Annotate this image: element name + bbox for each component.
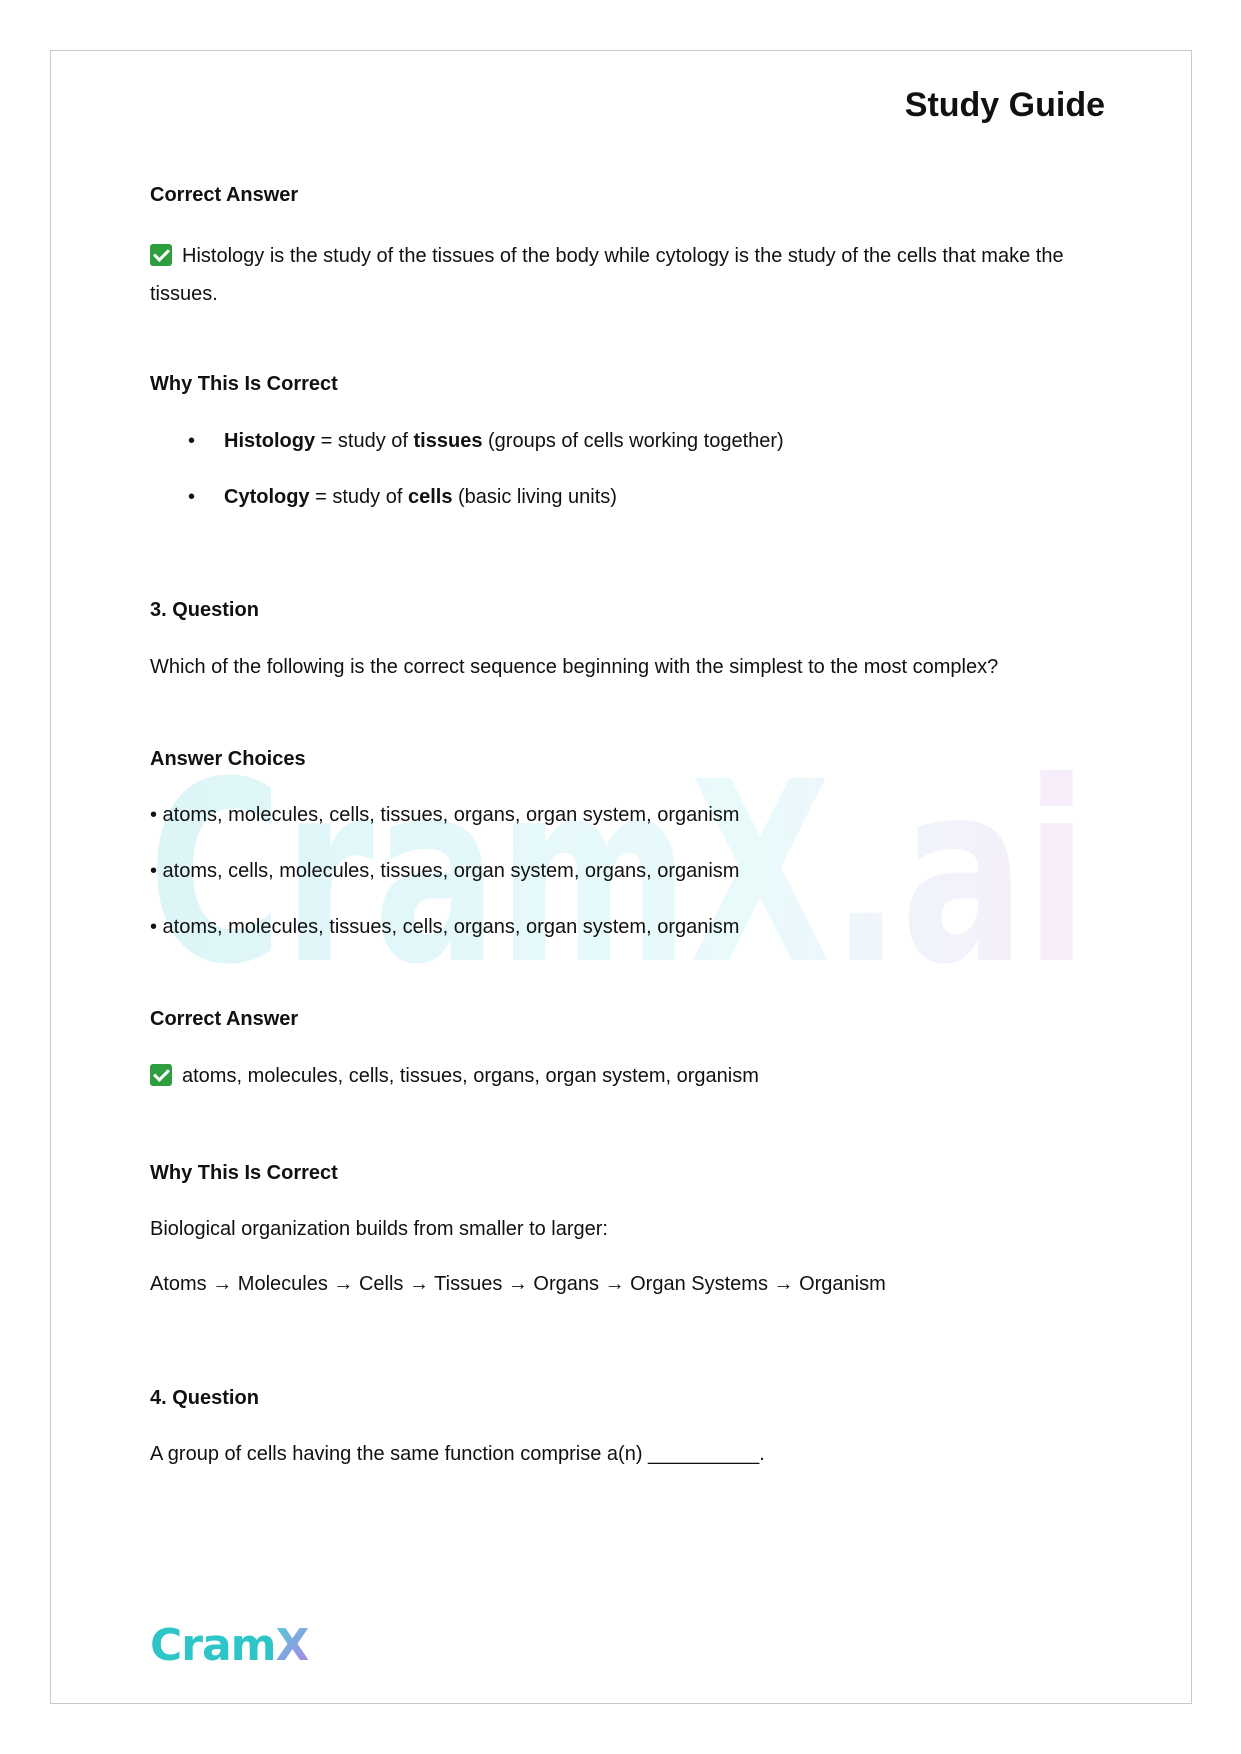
watermark-text: CramX.ai [148, 760, 1088, 990]
answer-choice[interactable]: • atoms, cells, molecules, tissues, organ system, organs, organism [150, 860, 740, 882]
correct-answer-text: atoms, molecules, cells, tissues, organs, organ system, organism [150, 1064, 759, 1088]
why-heading: Why This Is Correct [150, 373, 338, 395]
correct-answer-heading: Correct Answer [150, 1008, 299, 1030]
bullet-icon: • [188, 486, 196, 508]
question-text: Which of the following is the correct sequence beginning with the simplest to the most complex? [150, 656, 999, 678]
list-item: • Histology = study of tissues (groups of cells working together) [188, 430, 784, 452]
explanation-text: Biological organization builds from smaller to larger: [150, 1218, 608, 1240]
list-item: • Cytology = study of cells (basic living units) [188, 486, 617, 508]
check-box-icon [150, 1064, 172, 1086]
bullet-icon: • [188, 430, 196, 452]
correct-answer-heading: Correct Answer [150, 184, 299, 206]
why-heading: Why This Is Correct [150, 1162, 338, 1184]
question-heading: 4. Question [150, 1387, 259, 1409]
cramx-logo: CramX [150, 1620, 309, 1671]
answer-choice[interactable]: • atoms, molecules, tissues, cells, organs, organ system, organism [150, 916, 740, 938]
page-title: Study Guide [904, 86, 1105, 124]
answer-choices-heading: Answer Choices [150, 748, 306, 770]
check-box-icon [150, 244, 172, 266]
correct-answer-text: Histology is the study of the tissues of the body while cytology is the study of the cells that make the tissues. [150, 245, 1064, 305]
sequence-text: Atoms → Molecules → Cells → Tissues → Organs → Organ Systems → Organism [150, 1273, 886, 1295]
question-text: A group of cells having the same function comprise a(n) __________. [150, 1443, 765, 1465]
question-heading: 3. Question [150, 599, 259, 621]
answer-choice[interactable]: • atoms, molecules, cells, tissues, organs, organ system, organism [150, 804, 740, 826]
